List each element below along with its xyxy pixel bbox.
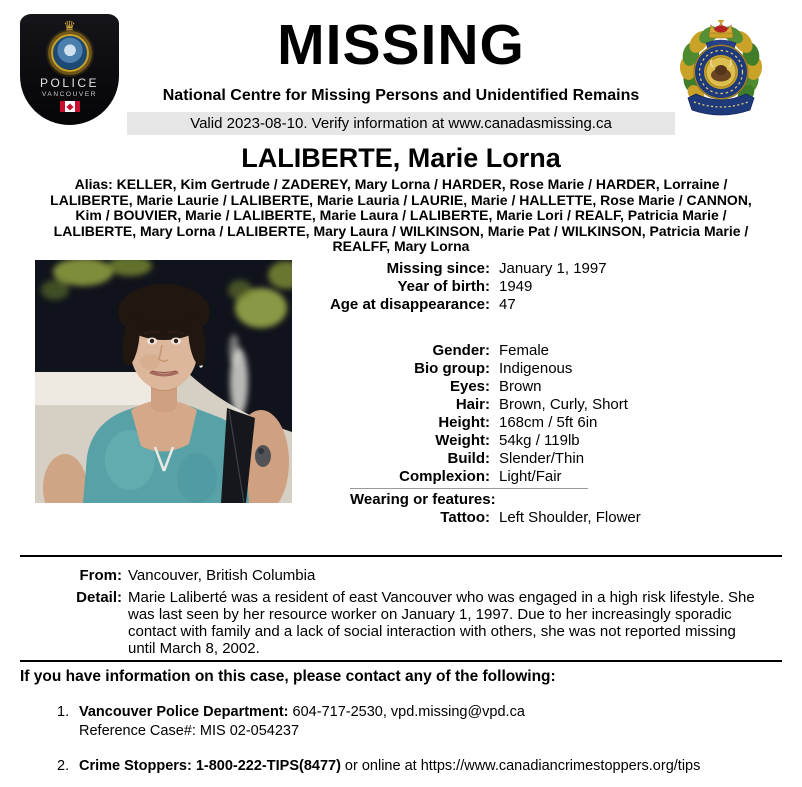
- validity-banner: Valid 2023-08-10. Verify information at www.canadasmissing.ca: [127, 112, 675, 135]
- detail-label: Gender:: [432, 341, 490, 359]
- detail-label: Missing since:: [386, 259, 490, 277]
- list-number: 2.: [57, 757, 70, 774]
- contact-item: [57, 703, 802, 741]
- detail-value: 1949: [499, 277, 533, 295]
- alias-line: REALFF, Mary Lorna: [332, 238, 470, 254]
- contact-item-body: [79, 703, 525, 741]
- vpd-crest-icon: [51, 34, 89, 72]
- contact-org: Vancouver Police Department:: [79, 703, 289, 720]
- detail-label: Hair:: [455, 395, 490, 413]
- detail-paragraph-row: [0, 589, 802, 657]
- detail-paragraph-label: Detail:: [76, 588, 122, 606]
- wearing-heading: Wearing or features:: [350, 490, 496, 508]
- vpd-badge-text: POLICE: [39, 76, 99, 90]
- vancouver-police-badge-icon: [20, 14, 119, 125]
- detail-label: Weight:: [435, 431, 490, 449]
- missing-person-photo: [35, 260, 292, 503]
- canada-flag-icon: [60, 101, 80, 112]
- detail-label: Complexion:: [399, 467, 490, 485]
- alias-line: LALIBERTE, Marie Laurie / LALIBERTE, Marie Lauria / LAURIE, Marie / HALLETTE, Rose Marie / CANNON,: [50, 191, 752, 208]
- contact-line: [79, 703, 525, 722]
- detail-label: Year of birth:: [397, 277, 490, 295]
- detail-label: Build:: [447, 449, 490, 467]
- contact-heading: If you have information on this case, please contact any of the following:: [20, 667, 556, 685]
- from-row: [0, 567, 802, 585]
- contact-info: or online at https://www.canadiancrimestoppers.org/tips: [340, 757, 701, 774]
- detail-value: Indigenous: [499, 359, 573, 377]
- detail-value: Light/Fair: [499, 467, 562, 485]
- contact-info: 604-717-2530, vpd.missing@vpd.ca: [288, 703, 525, 720]
- detail-value: Left Shoulder, Flower: [499, 508, 641, 526]
- details-section: [0, 260, 802, 527]
- detail-value: 168cm / 5ft 6in: [499, 413, 598, 431]
- detail-value: Brown: [499, 377, 542, 395]
- detail-label: Age at disappearance:: [329, 295, 490, 313]
- crown-icon: ♛: [63, 18, 76, 34]
- divider: [20, 660, 782, 662]
- contact-line: [79, 757, 700, 776]
- alias-line: LALIBERTE, Mary Lorna / LALIBERTE, Mary Laura / WILKINSON, Marie Pat / WILKINSON, Patricia Marie /: [53, 222, 749, 239]
- divider: [20, 555, 782, 557]
- vpd-badge-city-text: VANCOUVER: [41, 91, 98, 98]
- alias-line: Kim / BOUVIER, Marie / LALIBERTE, Marie Laura / LALIBERTE, Marie Lori / REALF, Patricia Marie /: [75, 207, 727, 223]
- detail-value: Brown, Curly, Short: [499, 395, 628, 413]
- detail-value: 54kg / 119lb: [499, 431, 580, 449]
- detail-label: Eyes:: [449, 377, 490, 395]
- detail-value: Slender/Thin: [499, 449, 585, 467]
- detail-value: Female: [499, 341, 550, 359]
- detail-label: Height:: [438, 413, 490, 431]
- alias-block: [0, 177, 802, 255]
- detail-label: Bio group:: [414, 359, 490, 377]
- contact-item: [57, 757, 802, 776]
- subtitle: National Centre for Missing Persons and Unidentified Remains: [162, 87, 640, 104]
- rcmp-crest-icon: [676, 20, 766, 123]
- from-label: From:: [79, 566, 122, 584]
- contact-item-body: [79, 757, 700, 776]
- reference-case: Reference Case#: MIS 02-054237: [79, 722, 300, 739]
- divider: [350, 488, 588, 489]
- page-title: MISSING: [277, 13, 525, 77]
- detail-paragraph-value: Marie Laliberté was a resident of east Vancouver who was engaged in a high risk lifestyle. She was last seen by her resource worker on January 1, 1997. Due to her increasingly sporadic contact with family and a lack of social interaction with others, she was not reported missing until March 8, 2002.: [128, 588, 755, 657]
- person-name: LALIBERTE, Marie Lorna: [241, 143, 561, 173]
- detail-row: [0, 509, 802, 527]
- detail-value: January 1, 1997: [499, 259, 607, 277]
- list-number: 1.: [57, 703, 70, 720]
- from-value: Vancouver, British Columbia: [128, 566, 316, 584]
- detail-label: Tattoo:: [440, 508, 490, 526]
- detail-value: 47: [499, 295, 516, 313]
- contact-org: Crime Stoppers: 1-800-222-TIPS(8477): [79, 757, 341, 774]
- alias-line: Alias: KELLER, Kim Gertrude / ZADEREY, Mary Lorna / HARDER, Rose Marie / HARDER, Lorraine /: [74, 176, 728, 192]
